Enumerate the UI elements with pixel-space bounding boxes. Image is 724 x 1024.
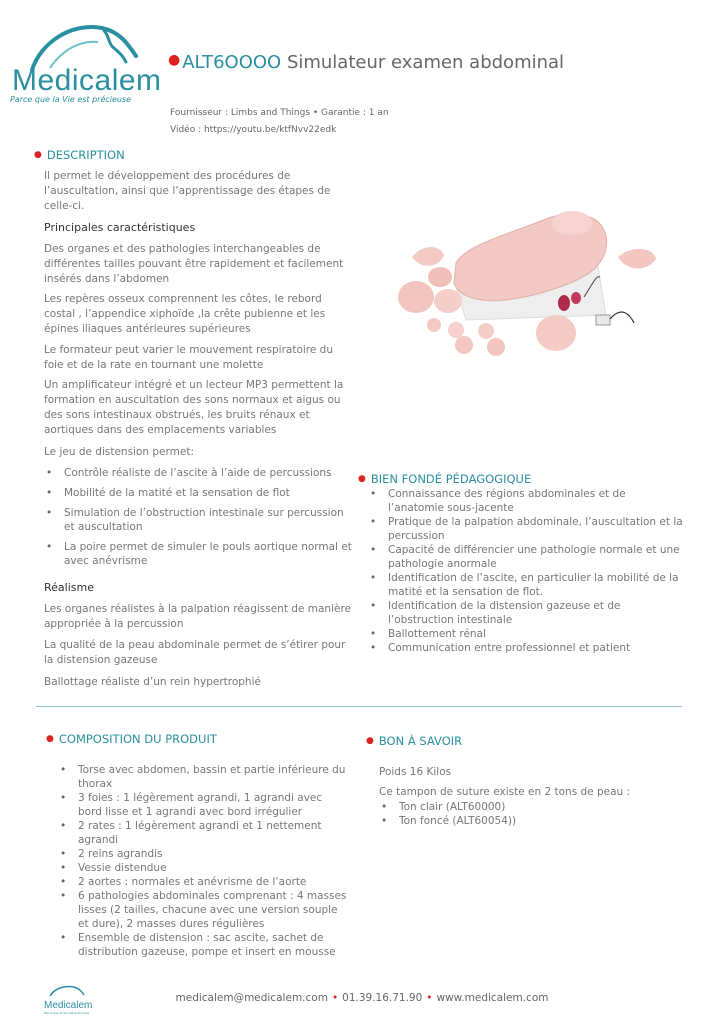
composition-list	[58, 763, 348, 959]
logo-name: Medicalem	[12, 64, 162, 97]
list-item: • 6 pathologies abdominales comprenant : 4 masses lisses (2 tailles, chacune avec une version souple et dure), 2 masses dures régulières	[58, 889, 348, 931]
list-item: • Capacité de différencier une pathologie normale et une pathologie anormale	[368, 543, 683, 571]
list-item: • 2 aortes : normales et anévrisme de l’aorte	[58, 875, 348, 889]
list-item: • Ton clair (ALT60000)	[379, 800, 659, 814]
bullet-dot: ●	[366, 736, 374, 746]
features-heading: Principales caractéristiques	[44, 221, 196, 234]
tones-list	[379, 800, 659, 828]
feature-paragraph: Le formateur peut varier le mouvement respiratoire du foie et de la rate en tournant une molette	[44, 344, 334, 371]
list-item: • Ballottement rénal	[368, 627, 683, 641]
list-item: • Pratique de la palpation abdominale, l’auscultation et la percussion	[368, 515, 683, 543]
pedagogy-heading: ● BIEN FONDÉ PÉDAGOGIQUE	[358, 472, 532, 486]
realism-paragraph: Les organes réalistes à la palpation réagissent de manière appropriée à la percussion	[44, 603, 351, 630]
feature-paragraph: Des organes et des pathologies interchangeables de différentes tailles pouvant être rapidement et facilement insérés dans l’abdomen	[44, 243, 344, 285]
realism-paragraph: La qualité de la peau abdominale permet de s’étirer pour la distension gazeuse	[44, 639, 346, 666]
footer-email[interactable]: medicalem@medicalem.com	[175, 992, 328, 1004]
product-code: ALT6OOOO	[182, 52, 282, 73]
list-item: • 3 foies : 1 légèrement agrandi, 1 agrandi avec bord lisse et 1 agrandi avec bord irrégulier	[58, 791, 348, 819]
distension-list	[44, 466, 354, 568]
list-item: • Ton foncé (ALT60054))	[379, 814, 659, 828]
composition-heading: ● COMPOSITION DU PRODUIT	[46, 732, 217, 746]
page-title	[168, 52, 564, 73]
list-item: • Vessie distendue	[58, 861, 348, 875]
distension-intro: Le jeu de distension permet:	[44, 446, 194, 458]
list-item: • Contrôle réaliste de l’ascite à l’aide de percussions	[44, 466, 354, 480]
list-item: • Identification de la distension gazeuse et de l’obstruction intestinale	[368, 599, 683, 627]
feature-paragraph: Les repères osseux comprennent les côtes, le rebord costal , l’appendice xiphoïde ,la crête pubienne et les épines iliaques antérieures supérieures	[44, 293, 326, 335]
list-item: • Torse avec abdomen, bassin et partie inférieure du thorax	[58, 763, 348, 791]
description-heading: ● DESCRIPTION	[34, 148, 125, 162]
bullet-dot: •	[331, 992, 339, 1004]
section-divider	[36, 706, 682, 707]
bullet-dot: ●	[168, 52, 181, 68]
realism-paragraph: Ballottage réaliste d’un rein hypertrophié	[44, 676, 261, 688]
video-link[interactable]: Vidéo : https://youtu.be/ktfNvv22edk	[170, 125, 337, 135]
list-item: • Mobilité de la matité et la sensation de flot	[44, 486, 354, 500]
description-intro: Il permet le développement des procédures de l’auscultation, ainsi que l’apprentissage des étapes de celle-ci.	[44, 170, 331, 212]
bullet-dot: ●	[34, 150, 42, 160]
product-image	[396, 205, 666, 370]
tones-intro: Ce tampon de suture existe en 2 tons de peau :	[379, 786, 631, 798]
list-item: • Communication entre professionnel et patient	[368, 641, 683, 655]
footer-logo-name: Medicalem	[44, 1000, 93, 1011]
list-item: • Ensemble de distension : sac ascite, sachet de distribution gazeuse, pompe et insert en mousse	[58, 931, 348, 959]
logo-tagline: Parce que la Vie est précieuse	[10, 95, 132, 104]
bullet-dot: •	[426, 992, 433, 1004]
supplier-line: Fournisseur : Limbs and Things • Garantie : 1 an	[170, 108, 389, 118]
footer-logo-tagline: Parce que la Vie est précieuse	[44, 1011, 90, 1015]
list-item: • Identification de l’ascite, en particulier la mobilité de la matité et la sensation de flot.	[368, 571, 683, 599]
bullet-dot: ●	[46, 734, 54, 744]
good-to-know-heading: ● BON À SAVOIR	[366, 734, 463, 748]
list-item: • Connaissance des régions abdominales et de l’anatomie sous-jacente	[368, 487, 683, 515]
footer	[0, 992, 724, 1004]
footer-phone: 01.39.16.71.90	[342, 992, 423, 1004]
footer-website[interactable]: www.medicalem.com	[436, 992, 549, 1004]
list-item: • 2 rates : 1 légèrement agrandi et 1 nettement agrandi	[58, 819, 348, 847]
bullet-dot: ●	[358, 474, 366, 484]
list-item: • La poire permet de simuler le pouls aortique normal et avec anévrisme	[44, 540, 354, 568]
feature-paragraph: Un amplificateur intégré et un lecteur MP3 permettent la formation en auscultation des sons normaux et aigus ou des sons intestinaux obstrués, les bruits rénaux et aortiques dans des emplacements variables	[44, 379, 344, 436]
product-name: Simulateur examen abdominal	[286, 52, 565, 73]
list-item: • 2 reins agrandis	[58, 847, 348, 861]
weight-text: Poids 16 Kilos	[379, 766, 452, 778]
pedagogy-list	[368, 487, 683, 655]
realism-heading: Réalisme	[44, 581, 94, 594]
list-item: • Simulation de l’obstruction intestinale sur percussion et auscultation	[44, 506, 354, 534]
